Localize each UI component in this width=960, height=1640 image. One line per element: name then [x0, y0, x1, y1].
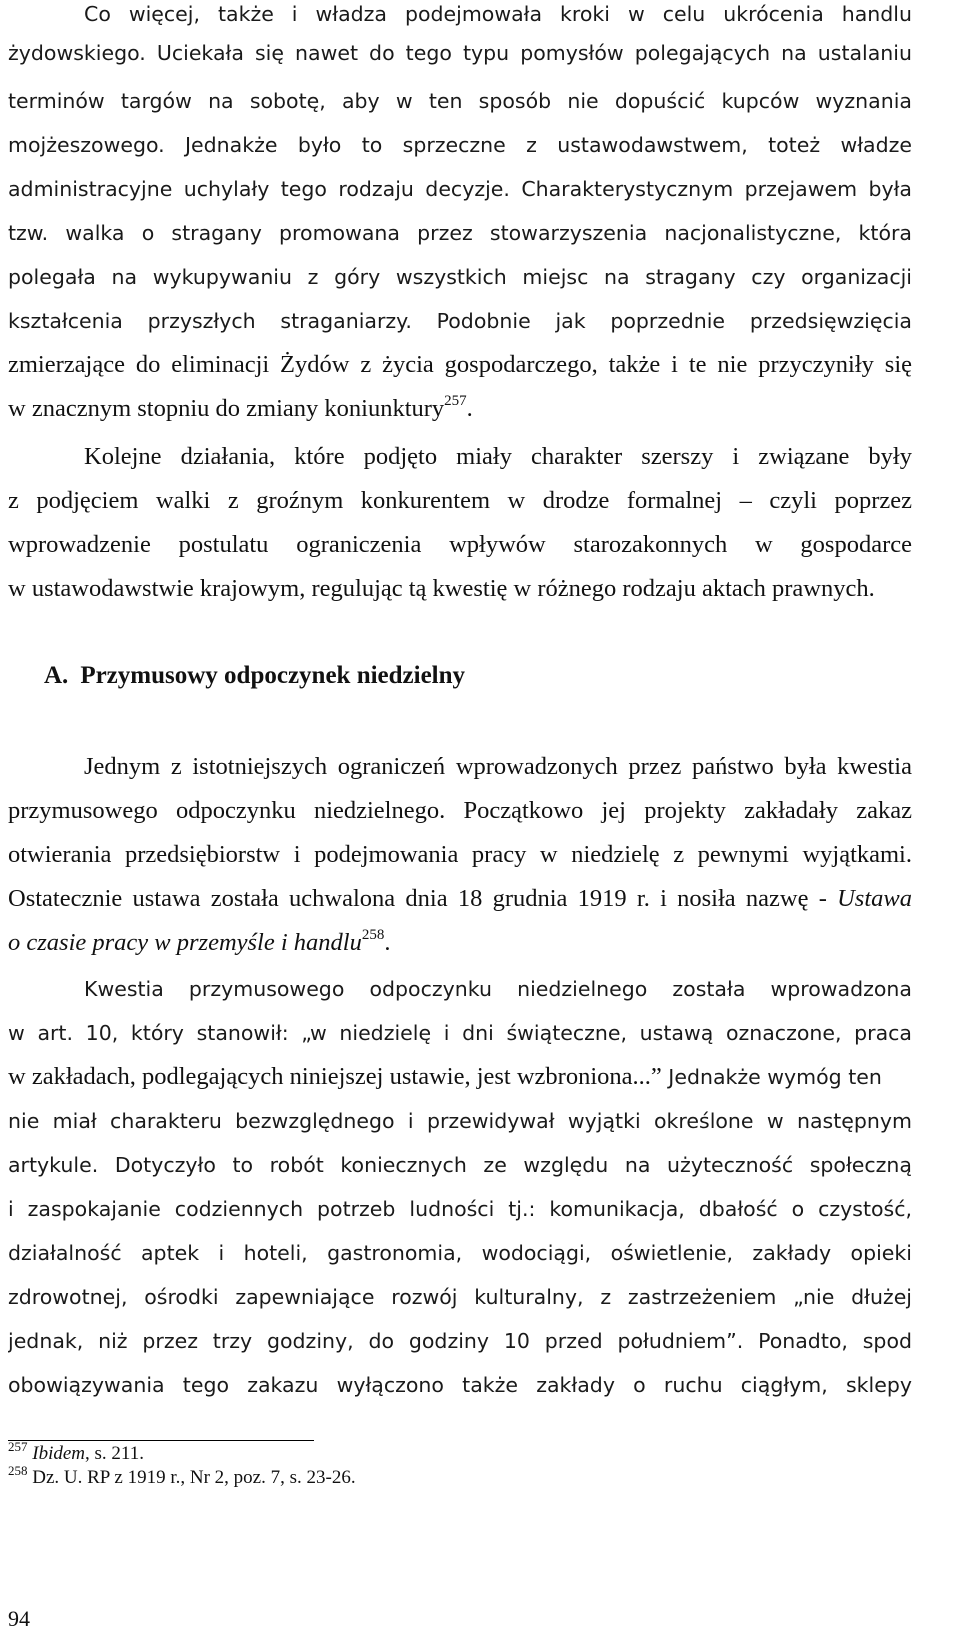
text-line: nie miał charakteru bezwzględnego i przewidywał wyjątki określone w następnym — [8, 1109, 912, 1133]
footnote — [8, 1463, 356, 1490]
text-line: wprowadzenie postulatu ograniczenia wpływów starozakonnych w gospodarce — [8, 531, 912, 558]
text-line — [8, 389, 912, 429]
text-line: Kwestia przymusowego odpoczynku niedzielnego została wprowadzona — [84, 977, 912, 1001]
text-fragment: Jednakże wymóg ten — [661, 1065, 882, 1089]
text-line — [8, 1057, 912, 1097]
footnote-ref: 257 — [444, 393, 467, 409]
text-line: zdrowotnej, ośrodki zapewniające rozwój kulturalny, z zastrzeżeniem „nie dłużej — [8, 1285, 912, 1309]
text-fragment: . — [384, 929, 391, 956]
footnote-number: 257 — [8, 1439, 28, 1454]
text-line: otwierania przedsiębiorstw i podejmowania pracy w niedzielę z pewnymi wyjątkami. — [8, 841, 912, 868]
text-line: polegała na wykupywaniu z góry wszystkich miejsc na stragany czy organizacji — [8, 265, 912, 289]
text-line: w art. 10, który stanowił: „w niedzielę i dni świąteczne, ustawą oznaczone, praca — [8, 1021, 912, 1045]
footnote-number: 258 — [8, 1463, 28, 1478]
footnote-text: Dz. U. RP z 1919 r., Nr 2, poz. 7, s. 23-26. — [27, 1467, 356, 1488]
text-fragment: w zakładach, podlegających niniejszej ustawie, jest wzbroniona...” — [8, 1063, 662, 1090]
heading-letter: A. — [44, 662, 69, 689]
text-line — [8, 923, 912, 963]
text-line: Co więcej, także i władza podejmowała kroki w celu ukrócenia handlu — [84, 2, 912, 26]
text-line: i zaspokajanie codziennych potrzeb ludności tj.: komunikacja, dbałość o czystość, — [8, 1197, 912, 1221]
text-line: administracyjne uchylały tego rodzaju decyzje. Charakterystycznym przejawem była — [8, 177, 912, 201]
page-number: 94 — [8, 1606, 30, 1631]
text-line: Kolejne działania, które podjęto miały charakter szerszy i związane były — [84, 443, 912, 470]
heading-title: Przymusowy odpoczynek niedzielny — [80, 662, 466, 689]
text-line: z podjęciem walki z groźnym konkurentem w drodze formalnej – czyli poprzez — [8, 487, 912, 514]
footnote-italic: Ibidem — [32, 1443, 86, 1464]
text-fragment: w znacznym stopniu do zmiany koniunktury — [8, 395, 445, 422]
law-title-italic: o czasie pracy w przemyśle i handlu — [8, 929, 362, 956]
text-fragment: Ostatecznie ustawa została uchwalona dnia 18 grudnia 1919 r. i nosiła nazwę - — [8, 885, 838, 912]
section-heading — [44, 656, 465, 696]
text-line: w ustawodawstwie krajowym, regulując tą kwestię w różnego rodzaju aktach prawnych. — [8, 575, 875, 602]
text-line: żydowskiego. Uciekała się nawet do tego typu pomysłów polegających na ustalaniu — [8, 41, 912, 65]
text-line: tzw. walka o stragany promowana przez stowarzyszenia nacjonalistyczne, która — [8, 221, 912, 245]
footnote — [8, 1439, 144, 1466]
text-line: mojżeszowego. Jednakże było to sprzeczne z ustawodawstwem, toteż władze — [8, 133, 912, 157]
text-line: jednak, niż przez trzy godziny, do godziny 10 przed południem”. Ponadto, spod — [8, 1329, 912, 1353]
text-line: Jednym z istotniejszych ograniczeń wprowadzonych przez państwo była kwestia — [84, 753, 912, 780]
law-title-italic: Ustawa — [837, 885, 912, 912]
footnote-text: , s. 211. — [85, 1443, 144, 1464]
footnote-divider — [8, 1440, 314, 1441]
text-line — [8, 879, 912, 919]
text-line: artykule. Dotyczyło to robót koniecznych ze względu na użyteczność społeczną — [8, 1153, 912, 1177]
text-line: terminów targów na sobotę, aby w ten sposób nie dopuścić kupców wyznania — [8, 89, 912, 113]
text-line: zmierzające do eliminacji Żydów z życia gospodarczego, także i te nie przyczyniły się — [8, 351, 912, 378]
text-line: przymusowego odpoczynku niedzielnego. Początkowo jej projekty zakładały zakaz — [8, 797, 912, 824]
text-line: obowiązywania tego zakazu wyłączono także zakłady o ruchu ciągłym, sklepy — [8, 1373, 912, 1397]
footnote-ref: 258 — [361, 927, 385, 943]
text-line: działalność aptek i hoteli, gastronomia, wodociągi, oświetlenie, zakłady opieki — [8, 1241, 912, 1265]
text-line: kształcenia przyszłych straganiarzy. Podobnie jak poprzednie przedsięwzięcia — [8, 309, 912, 333]
text-fragment: . — [466, 395, 473, 422]
